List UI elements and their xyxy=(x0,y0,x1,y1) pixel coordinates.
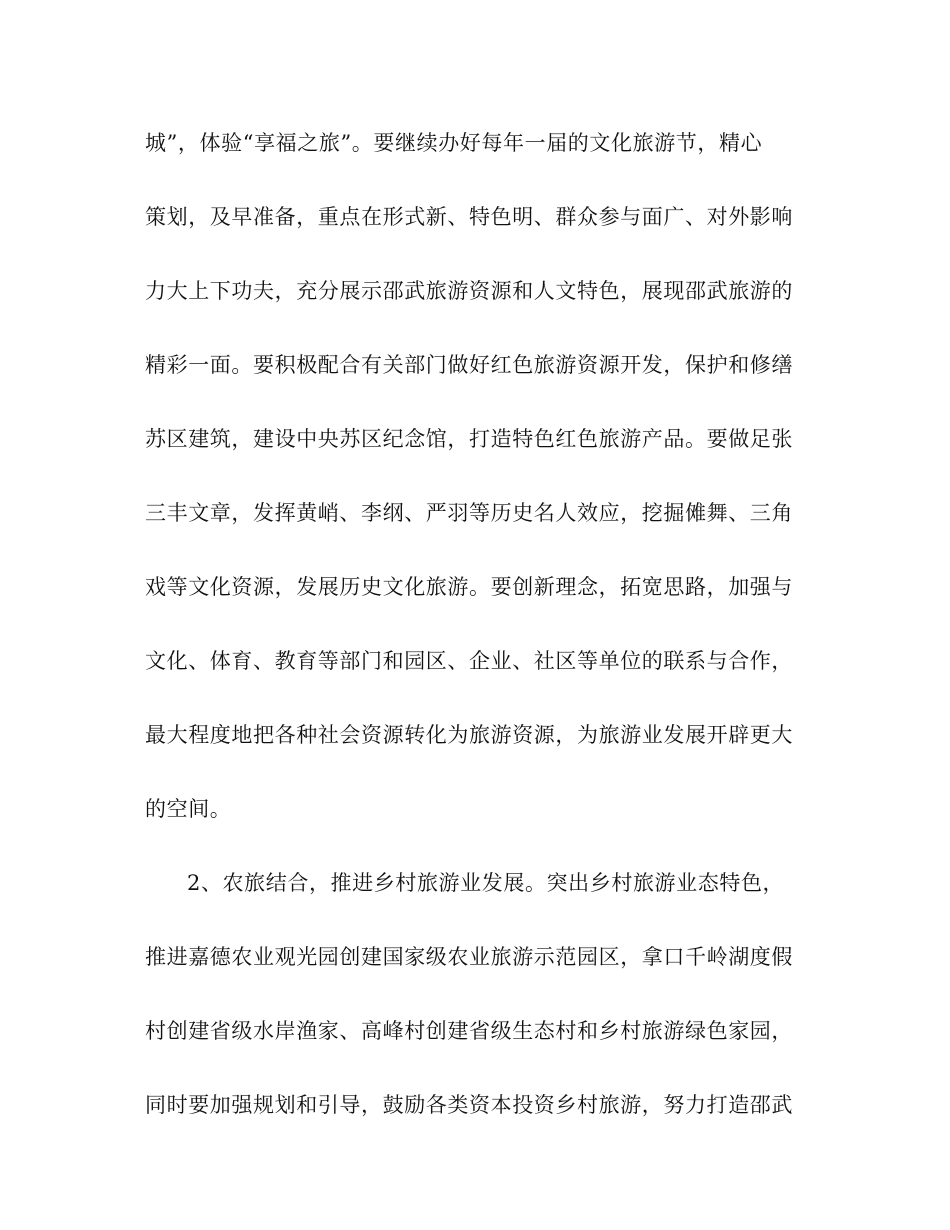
paragraph-line: 城”，体验“享福之旅”。要继续办好每年一届的文化旅游节，精心 xyxy=(145,131,763,155)
paragraph-line-indented: 2、农旅结合，推进乡村旅游业发展。突出乡村旅游业态特色， xyxy=(187,871,785,895)
paragraph-line: 同时要加强规划和引导，鼓励各类资本投资乡村旅游，努力打造邵武 xyxy=(145,1093,793,1117)
paragraph-line: 力大上下功夫，充分展示邵武旅游资源和人文特色，展现邵武旅游的 xyxy=(145,279,793,303)
paragraph-line: 推进嘉德农业观光园创建国家级农业旅游示范园区，拿口千岭湖度假 xyxy=(145,945,793,969)
paragraph-line: 精彩一面。要积极配合有关部门做好红色旅游资源开发，保护和修缮 xyxy=(145,353,793,377)
paragraph-line: 苏区建筑，建设中央苏区纪念馆，打造特色红色旅游产品。要做足张 xyxy=(145,427,793,451)
paragraph-line: 村创建省级水岸渔家、高峰村创建省级生态村和乡村旅游绿色家园， xyxy=(145,1019,793,1043)
paragraph-line: 戏等文化资源，发展历史文化旅游。要创新理念，拓宽思路，加强与 xyxy=(145,575,793,599)
paragraph-line: 文化、体育、教育等部门和园区、企业、社区等单位的联系与合作， xyxy=(145,649,793,673)
paragraph-line: 三丰文章，发挥黄峭、李纲、严羽等历史名人效应，挖掘傩舞、三角 xyxy=(145,501,793,525)
paragraph-line: 策划，及早准备，重点在形式新、特色明、群众参与面广、对外影响 xyxy=(145,205,793,229)
paragraph-line: 的空间。 xyxy=(145,797,232,821)
paragraph-line: 最大程度地把各种社会资源转化为旅游资源，为旅游业发展开辟更大 xyxy=(145,723,793,747)
